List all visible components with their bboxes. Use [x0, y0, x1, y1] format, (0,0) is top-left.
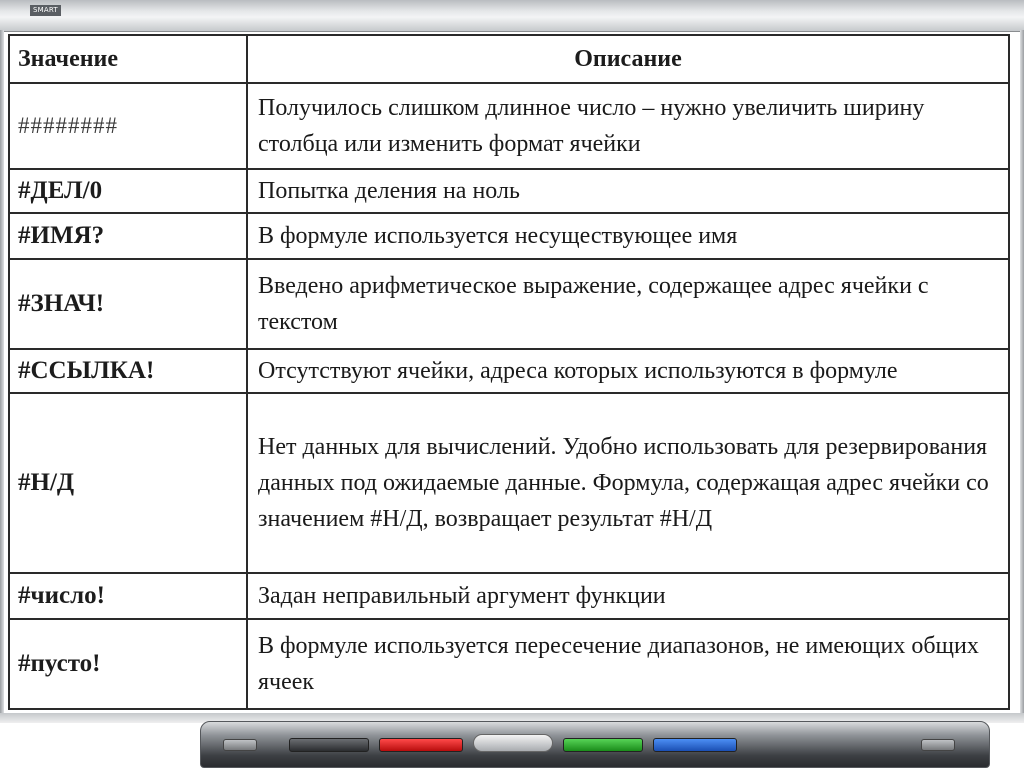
- error-value: #ИМЯ?: [9, 213, 247, 259]
- header-description: Описание: [247, 35, 1009, 83]
- right-mouse-button[interactable]: [921, 739, 955, 751]
- table-header-row: [9, 35, 1009, 83]
- error-description: Задан неправильный аргумент функции: [247, 573, 1009, 619]
- header-value: Значение: [9, 35, 247, 83]
- eraser-slot[interactable]: [473, 734, 553, 752]
- black-pen-slot[interactable]: [289, 738, 369, 752]
- error-description: Отсутствуют ячейки, адреса которых используются в формуле: [247, 349, 1009, 393]
- error-value: #ДЕЛ/0: [9, 169, 247, 213]
- blue-pen-slot[interactable]: [653, 738, 737, 752]
- error-value: #Н/Д: [9, 393, 247, 573]
- whiteboard-surface: [4, 32, 1020, 720]
- table-row: [9, 169, 1009, 213]
- table-row: [9, 349, 1009, 393]
- table-row: [9, 393, 1009, 573]
- table-row: [9, 83, 1009, 169]
- red-pen-slot[interactable]: [379, 738, 463, 752]
- error-description: В формуле используется несуществующее имя: [247, 213, 1009, 259]
- error-value: #пусто!: [9, 619, 247, 709]
- smartboard-logo: SMART: [30, 5, 61, 16]
- table-row: [9, 573, 1009, 619]
- error-description: Попытка деления на ноль: [247, 169, 1009, 213]
- error-value: #ЗНАЧ!: [9, 259, 247, 349]
- error-description: Получилось слишком длинное число – нужно увеличить ширину столбца или изменить формат ячейки: [247, 83, 1009, 169]
- whiteboard-right-frame: [1020, 30, 1024, 720]
- table-row: [9, 259, 1009, 349]
- green-pen-slot[interactable]: [563, 738, 643, 752]
- keyboard-button[interactable]: [223, 739, 257, 751]
- error-value: #ССЫЛКА!: [9, 349, 247, 393]
- error-description: Нет данных для вычислений. Удобно использовать для резервирования данных под ожидаемые данные. Формула, содержащая адрес ячейки со значением #Н/Д, возвращает результат #Н/Д: [247, 393, 1009, 573]
- error-value: #число!: [9, 573, 247, 619]
- table-row: [9, 213, 1009, 259]
- pen-tray: [200, 721, 990, 768]
- error-description: В формуле используется пересечение диапазонов, не имеющих общих ячеек: [247, 619, 1009, 709]
- table-row: [9, 619, 1009, 709]
- whiteboard-top-frame: [0, 0, 1024, 32]
- error-values-table: [8, 34, 1010, 710]
- error-description: Введено арифметическое выражение, содержащее адрес ячейки с текстом: [247, 259, 1009, 349]
- error-value: ########: [9, 83, 247, 169]
